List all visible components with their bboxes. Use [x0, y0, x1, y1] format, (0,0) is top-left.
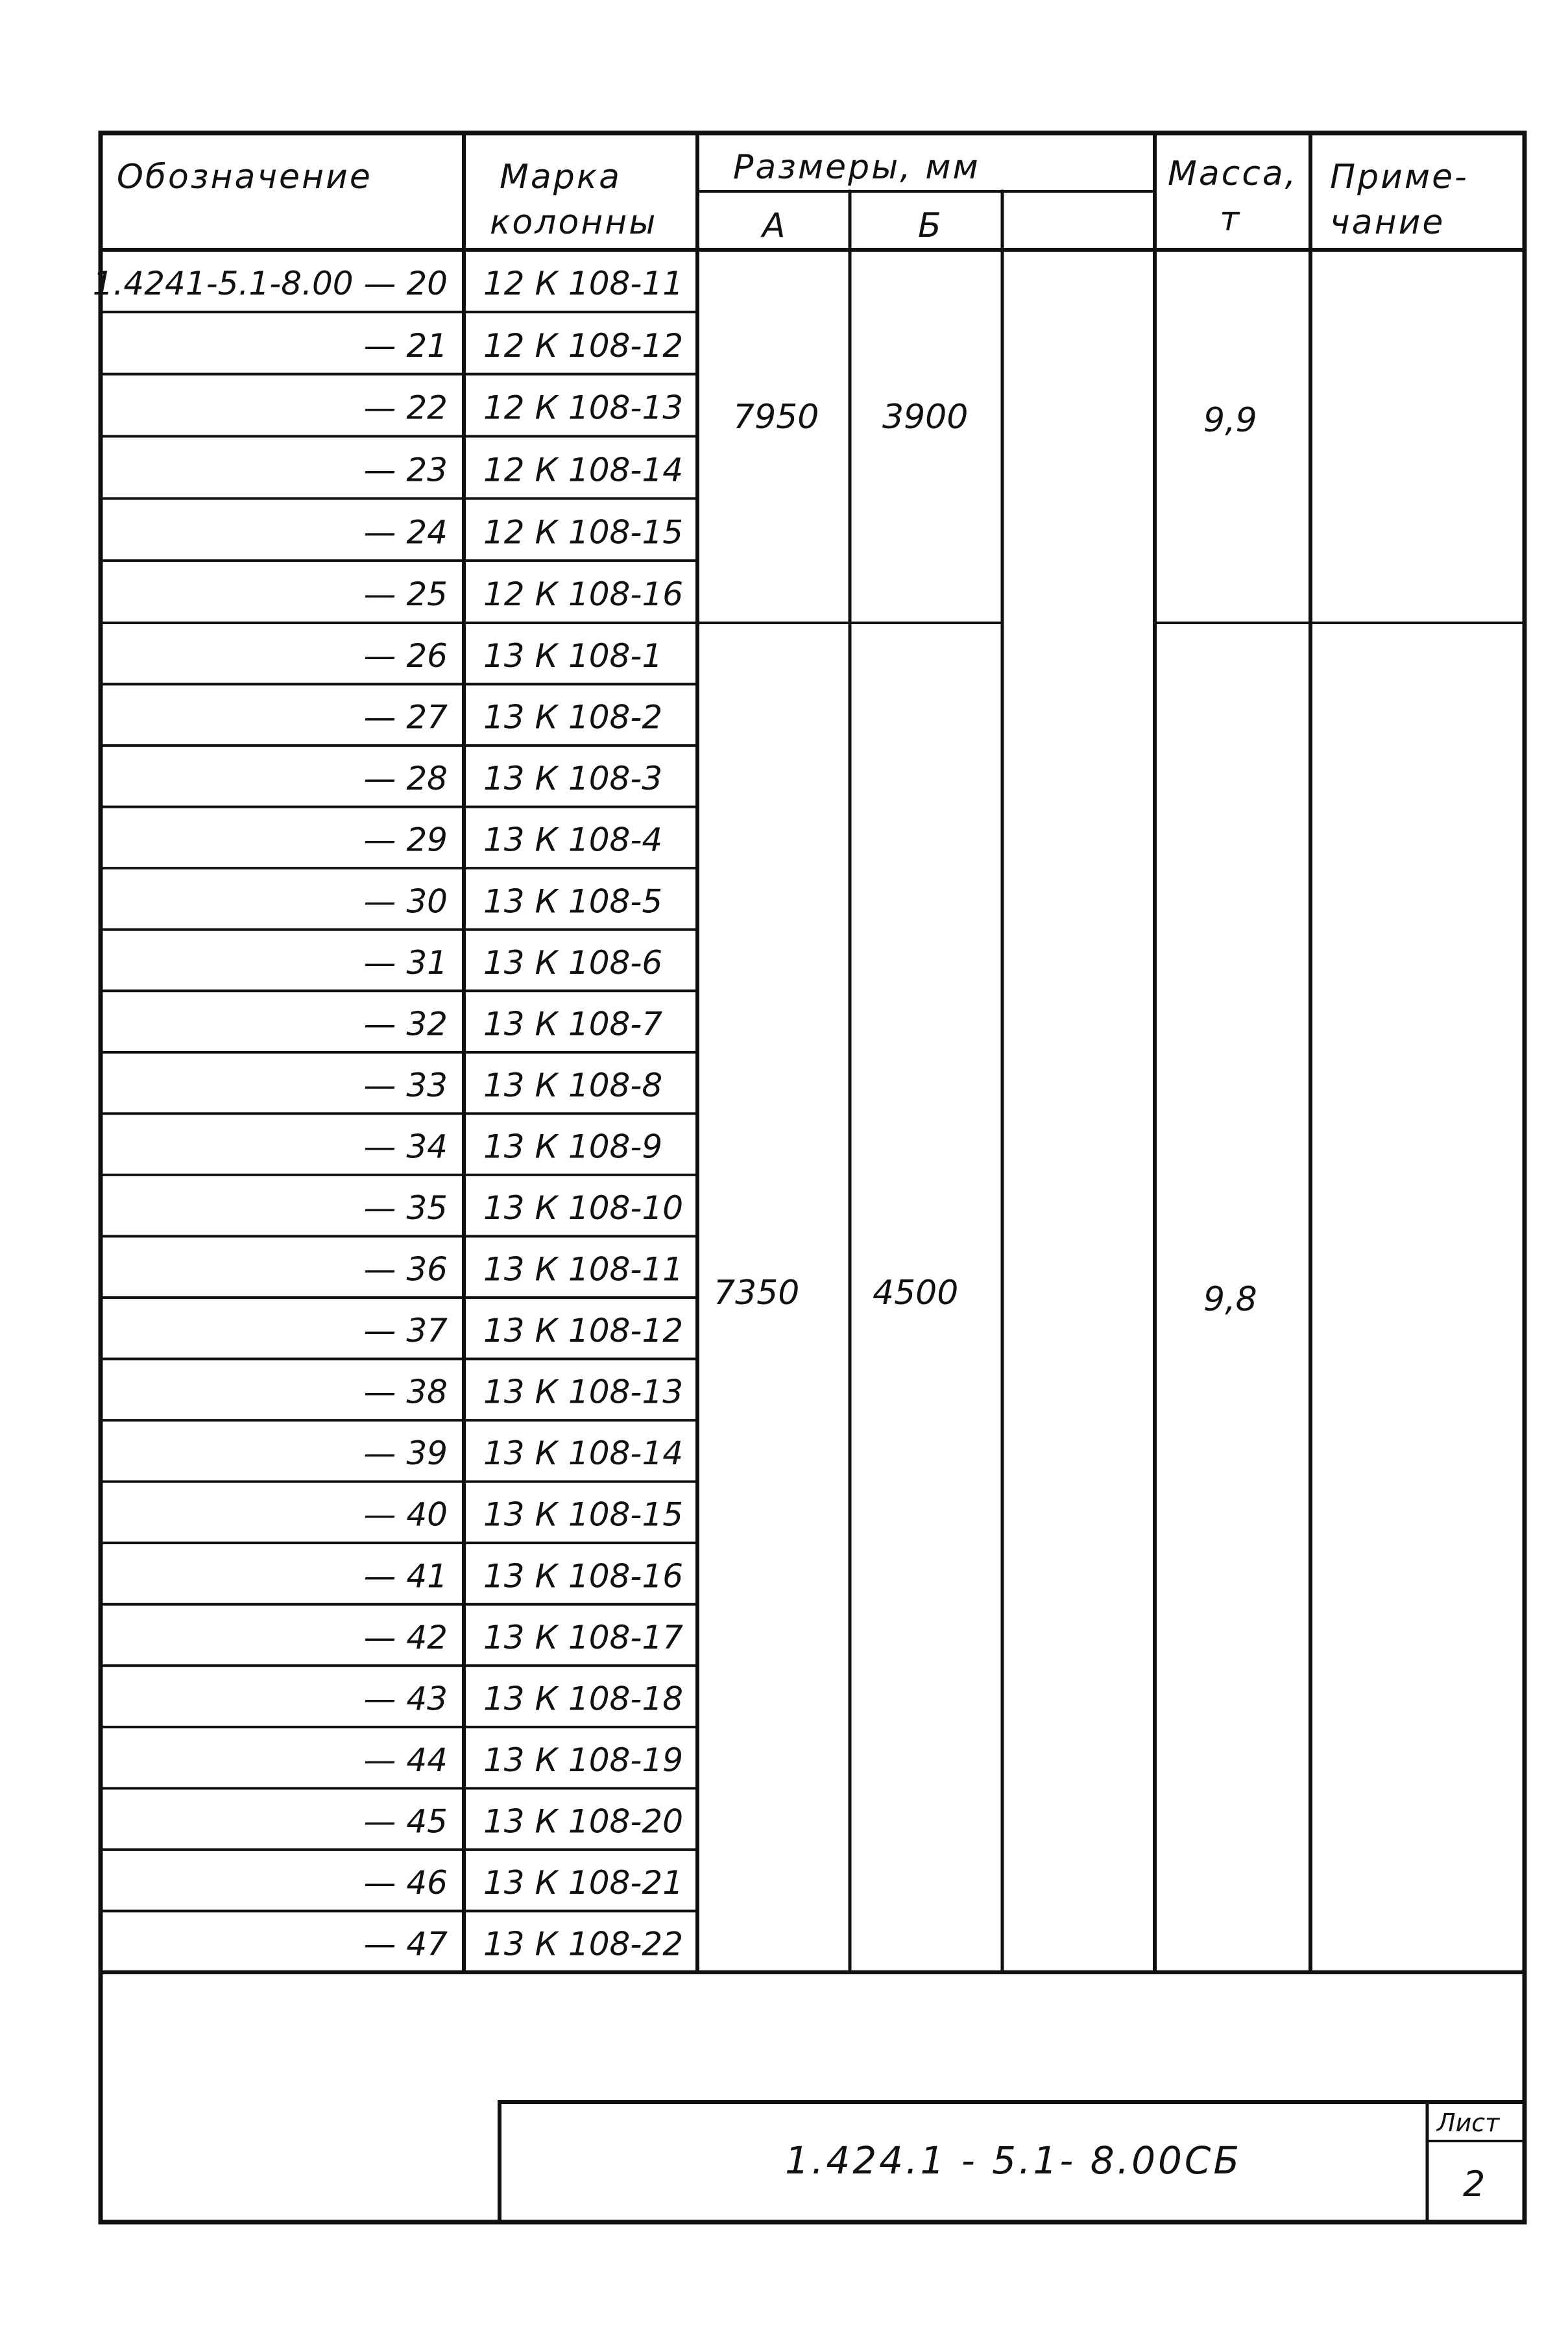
row-mark: 13 К 108-1: [483, 637, 663, 675]
row-mark: 13 К 108-6: [483, 943, 663, 982]
row-mark: 12 К 108-13: [483, 389, 684, 427]
row-designation: — 31: [363, 943, 448, 982]
table-row: [363, 452, 683, 489]
sheet-label: Лист: [1437, 2109, 1500, 2137]
row-designation: — 38: [363, 1373, 448, 1411]
row-designation: — 43: [363, 1680, 448, 1718]
table-row: [363, 1926, 683, 1963]
table-row: [363, 760, 662, 797]
row-designation: — 40: [363, 1495, 448, 1534]
row-designation: 1.4241-5.1-8.00 — 20: [92, 265, 448, 302]
header-size-a: А: [762, 206, 788, 245]
table-row: [363, 1496, 683, 1534]
table-row: [363, 1373, 683, 1411]
row-mark: 13 К 108-8: [483, 1066, 663, 1104]
row-designation: — 27: [363, 698, 448, 736]
row-mark: 13 К 108-5: [483, 882, 663, 921]
group2-size-b: 4500: [873, 1274, 959, 1313]
table-row: [363, 389, 683, 427]
table-row: [363, 1434, 683, 1472]
row-designation: — 33: [363, 1066, 448, 1104]
row-lines: [101, 312, 697, 1911]
row-mark: 13 К 108-21: [483, 1863, 684, 1902]
group2-size-a: 7350: [714, 1274, 800, 1313]
row-designation: — 34: [363, 1128, 448, 1166]
header-mark-line2: колонны: [490, 203, 658, 242]
row-mark: 13 К 108-20: [483, 1802, 684, 1841]
table-row: [363, 1864, 683, 1902]
row-mark: 13 К 108-16: [483, 1557, 684, 1595]
table-row: [363, 1251, 683, 1288]
row-designation: — 26: [363, 637, 448, 675]
row-mark: 13 К 108-12: [483, 1312, 684, 1350]
row-designation: — 42: [363, 1618, 448, 1656]
group1-size-a: 7950: [733, 398, 819, 437]
group1-mass: 9,9: [1203, 401, 1257, 440]
row-designation: — 44: [363, 1741, 448, 1779]
table-row: [363, 637, 662, 675]
row-mark: 13 К 108-3: [483, 760, 663, 798]
document-code: 1.424.1 - 5.1- 8.00СБ: [785, 2138, 1242, 2183]
row-mark: 13 К 108-17: [483, 1618, 684, 1656]
row-designation: — 28: [363, 760, 448, 798]
table-row: [363, 1312, 683, 1349]
row-designation: — 30: [363, 882, 448, 921]
row-designation: — 37: [363, 1312, 448, 1350]
row-designation: — 23: [363, 451, 448, 489]
table-row: [363, 1189, 683, 1227]
row-designation: — 41: [363, 1557, 448, 1595]
header-mass-line2: т: [1220, 200, 1242, 239]
row-designation: — 29: [363, 821, 448, 859]
row-designation: — 39: [363, 1434, 448, 1473]
row-designation: — 35: [363, 1189, 448, 1227]
row-designation: — 45: [363, 1802, 448, 1841]
row-designation: — 36: [363, 1250, 448, 1288]
table-row: [363, 1557, 683, 1595]
table-row: [363, 821, 662, 859]
group1-size-b: 3900: [882, 398, 969, 437]
row-mark: 13 К 108-9: [483, 1128, 663, 1166]
row-mark: 13 К 108-2: [483, 698, 663, 736]
table-row: [363, 1005, 662, 1043]
header-mass-line1: Масса,: [1168, 154, 1298, 193]
row-designation: — 21: [363, 326, 448, 365]
row-mark: 13 К 108-19: [483, 1741, 684, 1779]
table-row: [363, 1619, 683, 1656]
row-mark: 13 К 108-7: [483, 1005, 663, 1043]
row-designation: — 22: [363, 389, 448, 427]
row-mark: 13 К 108-15: [483, 1495, 684, 1534]
row-mark: 13 К 108-13: [483, 1373, 684, 1411]
table-row: [363, 513, 683, 551]
group2-mass: 9,8: [1203, 1280, 1257, 1319]
header-size-b: Б: [918, 206, 943, 245]
row-mark: 13 К 108-4: [483, 821, 663, 859]
header-mark-line1: Марка: [500, 158, 622, 197]
row-mark: 13 К 108-11: [483, 1250, 684, 1288]
sheet-number: 2: [1463, 2164, 1486, 2205]
row-mark: 13 К 108-18: [483, 1680, 684, 1718]
header-sizes: Размеры, мм: [733, 148, 980, 187]
row-mark: 13 К 108-10: [483, 1189, 684, 1227]
table-row: [363, 944, 662, 982]
row-mark: 12 К 108-16: [483, 575, 684, 614]
table-row: [363, 699, 662, 736]
table-row: [363, 1680, 683, 1717]
row-mark: 13 К 108-14: [483, 1434, 684, 1473]
table-row: [363, 1741, 683, 1779]
row-designation: — 46: [363, 1863, 448, 1902]
table-row: [363, 1802, 683, 1840]
row-designation: — 25: [363, 575, 448, 614]
table-row: [93, 265, 683, 302]
header-designation: Обозначение: [117, 158, 372, 197]
row-designation: — 47: [363, 1925, 448, 1963]
table-row: [363, 1128, 662, 1165]
table-row: [363, 1067, 662, 1104]
row-designation: — 24: [363, 513, 448, 551]
header-note-line1: Приме-: [1330, 158, 1469, 197]
row-mark: 12 К 108-11: [483, 265, 684, 302]
row-mark: 13 К 108-22: [483, 1925, 684, 1963]
header-note-line2: чание: [1330, 203, 1445, 242]
row-mark: 12 К 108-12: [483, 326, 684, 365]
row-designation: — 32: [363, 1005, 448, 1043]
table-row: [363, 575, 683, 613]
table-row: [363, 882, 662, 920]
row-mark: 12 К 108-14: [483, 451, 684, 489]
table-row: [363, 327, 683, 365]
row-mark: 12 К 108-15: [483, 513, 684, 551]
